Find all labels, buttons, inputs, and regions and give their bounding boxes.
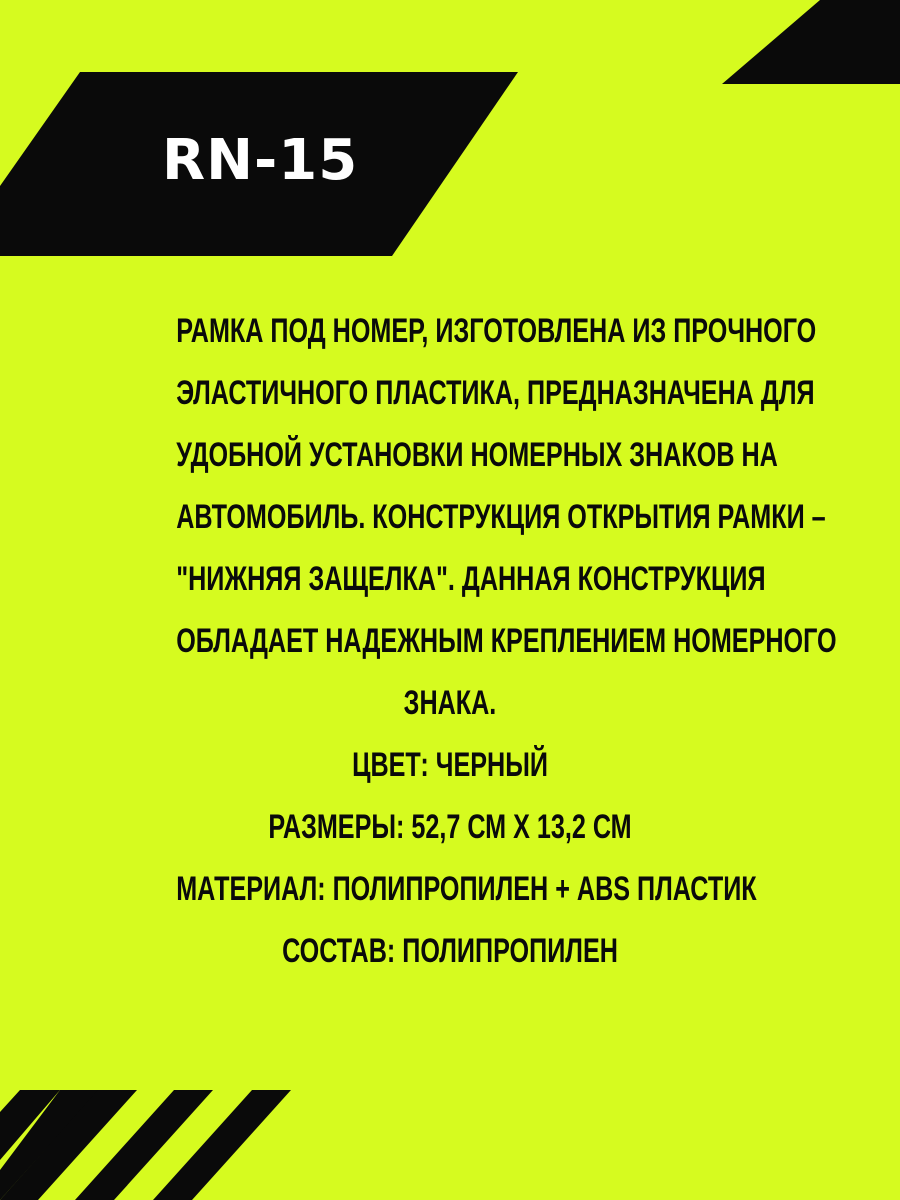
spec-composition: СОСТАВ: ПОЛИПРОПИЛЕН bbox=[282, 932, 618, 970]
description-line: ЗНАКА. bbox=[403, 684, 497, 722]
description-line: "НИЖНЯЯ ЗАЩЕЛКА". ДАННАЯ КОНСТРУКЦИЯ bbox=[176, 560, 766, 598]
product-description bbox=[80, 300, 837, 982]
description-line: ОБЛАДАЕТ НАДЕЖНЫМ КРЕПЛЕНИЕМ НОМЕРНОГО bbox=[176, 622, 837, 660]
description-line: РАМКА ПОД НОМЕР, ИЗГОТОВЛЕНА ИЗ ПРОЧНОГО bbox=[176, 312, 817, 350]
corner-triangle bbox=[722, 0, 900, 84]
spec-material: МАТЕРИАЛ: ПОЛИПРОПИЛЕН + ABS ПЛАСТИК bbox=[176, 870, 757, 908]
spec-color: ЦВЕТ: ЧЕРНЫЙ bbox=[352, 746, 548, 784]
description-line: АВТОМОБИЛЬ. КОНСТРУКЦИЯ ОТКРЫТИЯ РАМКИ – bbox=[176, 498, 826, 536]
description-line: ЭЛАСТИЧНОГО ПЛАСТИКА, ПРЕДНАЗНАЧЕНА ДЛЯ bbox=[176, 374, 815, 412]
product-title: RN-15 bbox=[162, 128, 359, 193]
description-line: УДОБНОЙ УСТАНОВКИ НОМЕРНЫХ ЗНАКОВ НА bbox=[176, 436, 778, 474]
spec-dimensions: РАЗМЕРЫ: 52,7 СМ Х 13,2 СМ bbox=[268, 808, 632, 846]
